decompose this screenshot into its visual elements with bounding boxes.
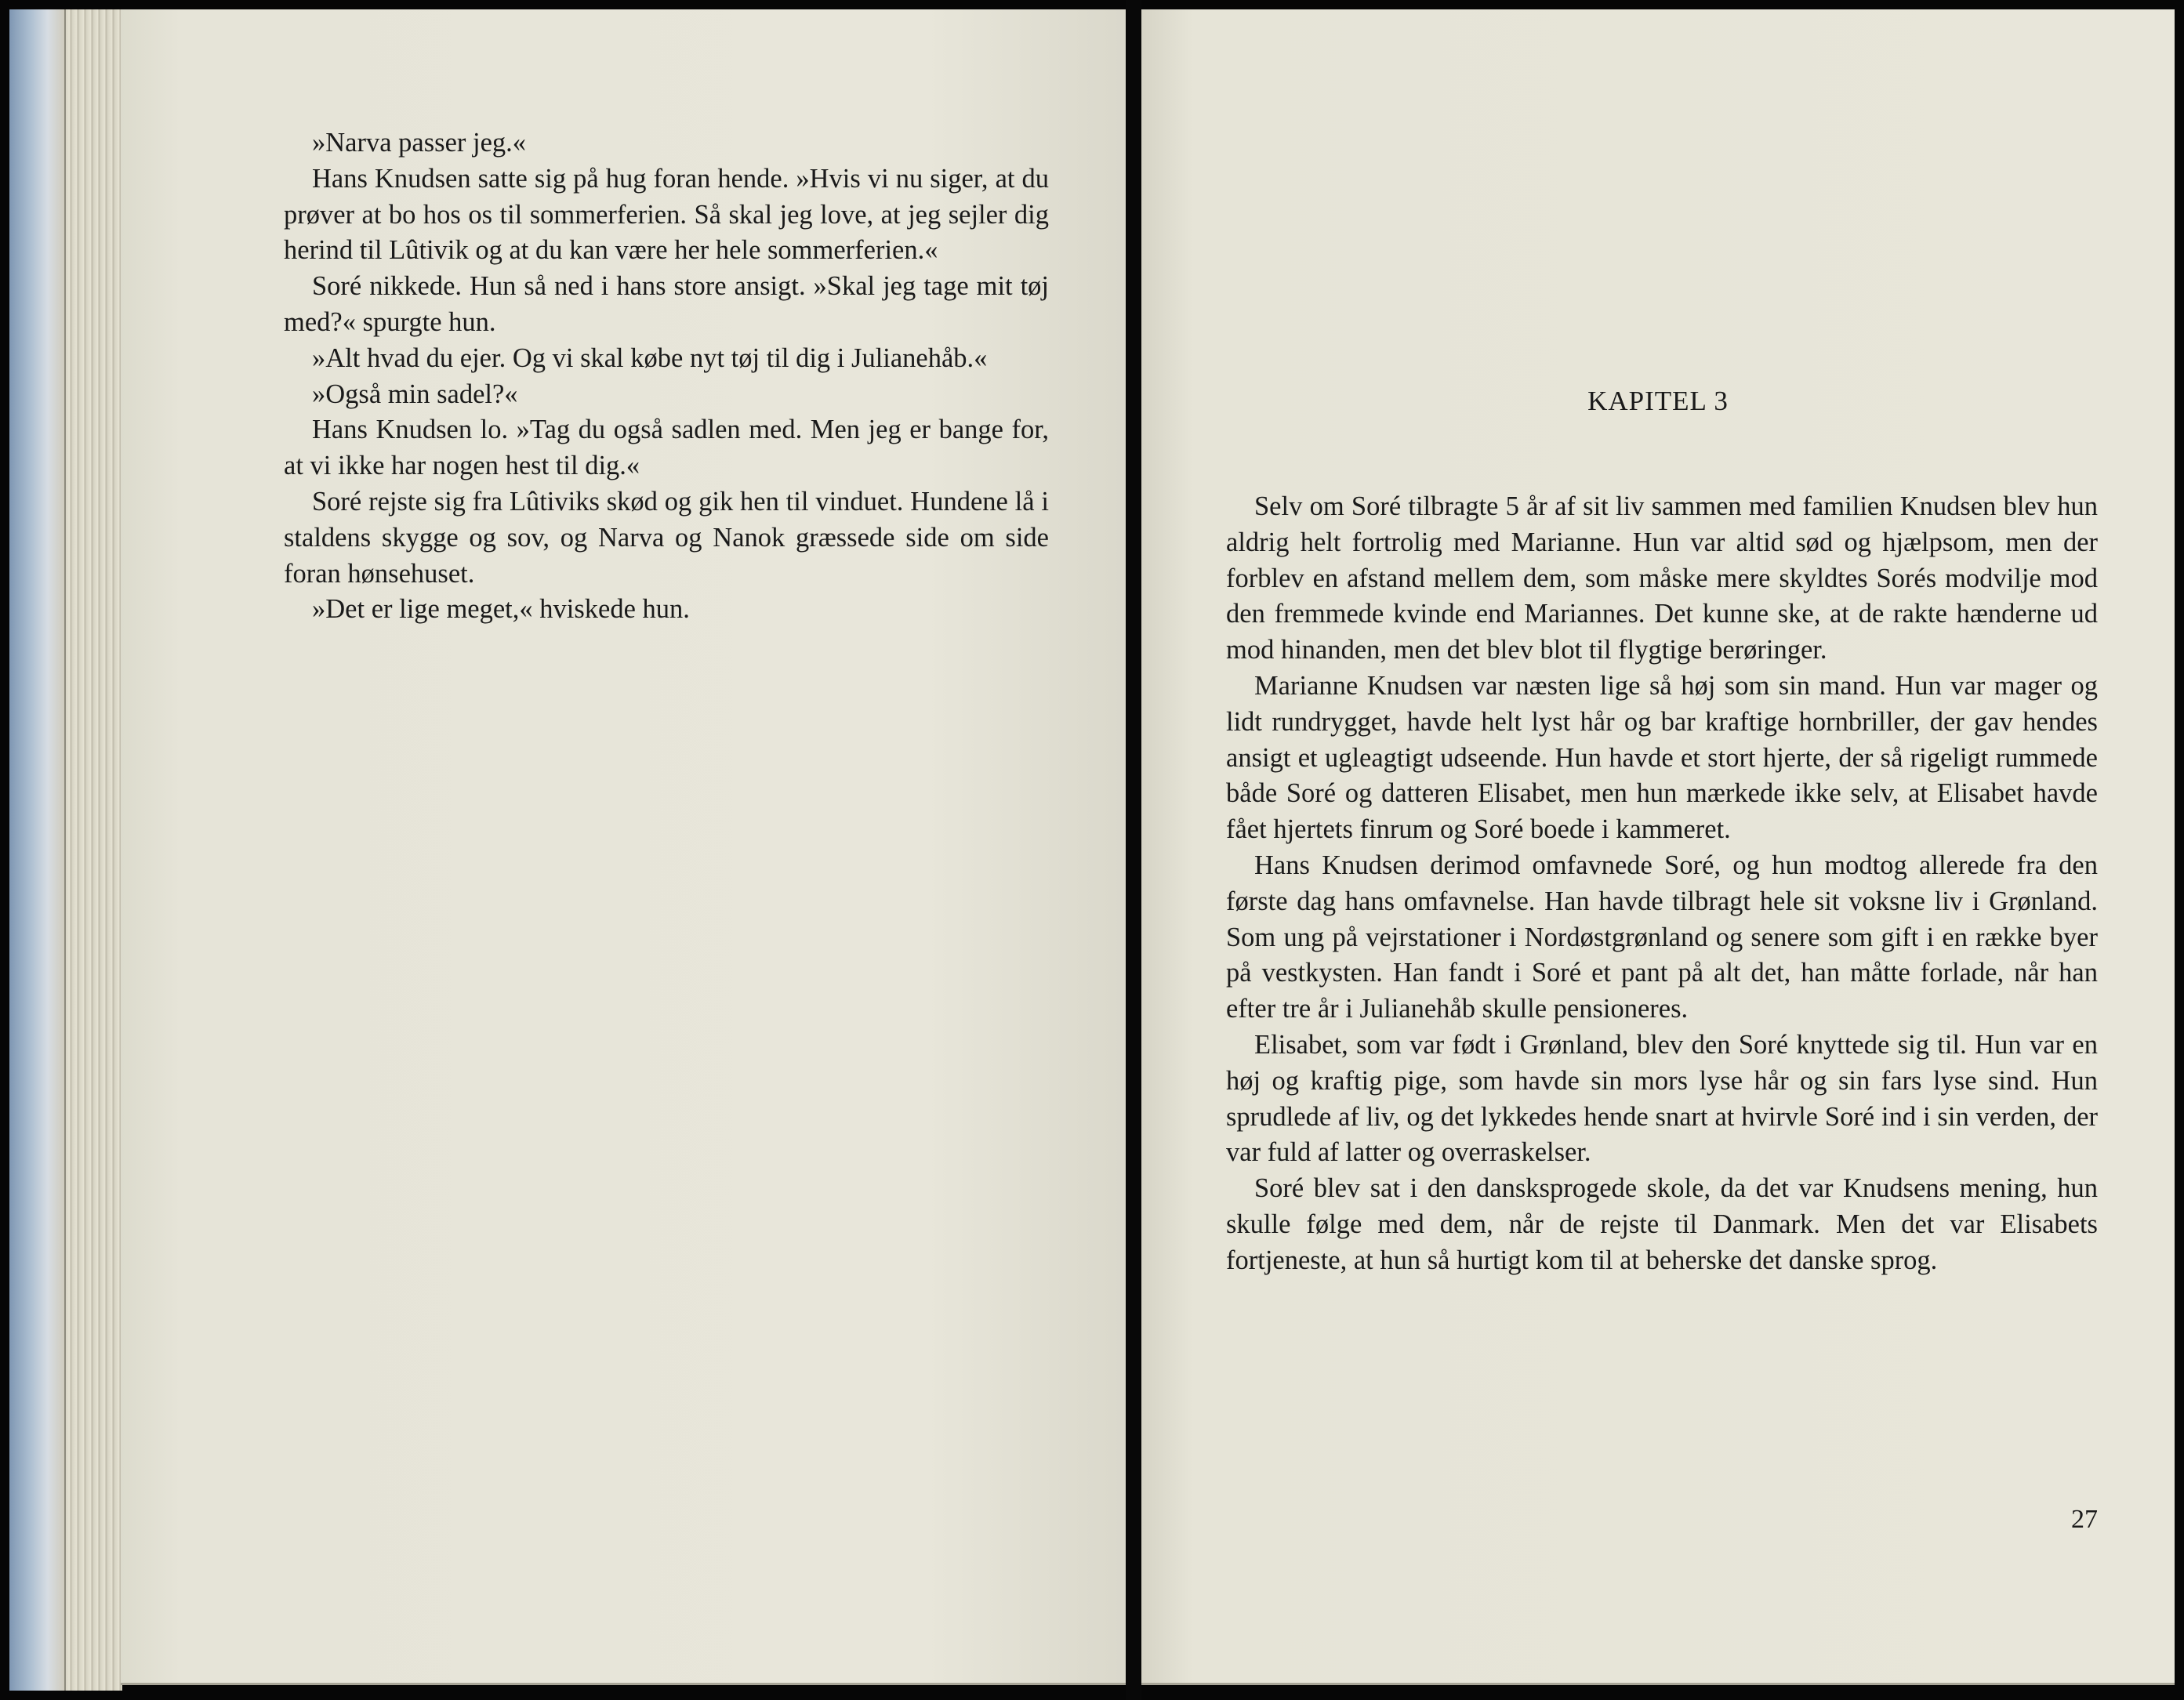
paragraph: »Også min sadel?« (312, 379, 518, 409)
left-page-text (284, 125, 1049, 628)
paragraph: »Det er lige meget,« hviskede hun. (312, 594, 690, 625)
paragraph: Soré rejste sig fra Lûtiviks skød og gik hen til vinduet. Hundene lå i staldens skygge og sov, og Narva og Nanok græssede side om side foran hønsehuset. (284, 486, 1049, 589)
page-stack-edge (64, 9, 122, 1691)
paragraph: »Alt hvad du ejer. Og vi skal købe nyt tøj til dig i Julianehåb.« (312, 343, 988, 373)
page-number: 27 (2071, 1505, 2098, 1534)
paragraph: Hans Knudsen lo. »Tag du også sadlen med. Men jeg er bange for, at vi ikke har nogen hest til dig.« (284, 415, 1049, 481)
paragraph: Marianne Knudsen var næsten lige så høj som sin mand. Hun var mager og lidt rundrygget, havde helt lyst hår og bar kraftige hornbriller, der gav hendes ansigt et ugleagtigt udseende. Hun havde et stort hjerte, der så rigeligt rummede både Soré og datteren Elisabet, men hun mærkede ikke selv, at Elisabet havde fået hjertets finrum og Soré boede i kammeret. (1226, 670, 2098, 845)
chapter-heading: KAPITEL 3 (1587, 386, 1729, 416)
book-gutter (1126, 0, 1141, 1700)
right-page-text (1226, 489, 2098, 1279)
left-page (121, 9, 1126, 1685)
paragraph: Hans Knudsen satte sig på hug foran hende. »Hvis vi nu siger, at du prøver at bo hos os til sommerferien. Så skal jeg love, at jeg sejler dig herind til Lûtivik og at du kan være her hele sommerferien.« (284, 163, 1049, 266)
right-page (1141, 9, 2175, 1685)
paragraph: Soré blev sat i den dansksprogede skole, da det var Knudsens mening, hun skulle følge med dem, når de rejste til Danmark. Men det var Elisabets fortjeneste, at hun så hurtigt kom til at beherske det danske sprog. (1226, 1173, 2098, 1275)
paragraph: Selv om Soré tilbragte 5 år af sit liv sammen med familien Knudsen blev hun aldrig helt fortrolig med Marianne. Hun var altid sød og hjælpsom, men der forblev en afstand mellem dem, som måske mere skyldtes Sorés modvilje mod den fremmede kvinde end Mariannes. Det kunne ske, at de rakte hænderne ud mod hinanden, men det blev blot til flygtige berøringer. (1226, 491, 2098, 665)
paragraph: Hans Knudsen derimod omfavnede Soré, og hun modtog allerede fra den første dag hans omfavnelse. Han havde tilbragt hele sit voksne liv i Grønland. Som ung på vejrstationer i Nordøstgrønland og senere som gift i en række byer på vestkysten. Han fandt i Soré et pant på alt det, han måtte forlade, når han efter tre år i Julianehåb skulle pensioneres. (1226, 850, 2098, 1024)
book-cover-edge (9, 9, 64, 1691)
paragraph: Soré nikkede. Hun så ned i hans store ansigt. »Skal jeg tage mit tøj med?« spurgte hun. (284, 271, 1049, 337)
paragraph: »Narva passer jeg.« (312, 128, 527, 158)
paragraph: Elisabet, som var født i Grønland, blev den Soré knyttede sig til. Hun var en høj og kraftig pige, som havde sin mors lyse hår og sin fars lyse sind. Hun sprudlede af liv, og det lykkedes hende snart at hvirvle Soré ind i sin verden, der var fuld af latter og overraskelser. (1226, 1029, 2098, 1168)
